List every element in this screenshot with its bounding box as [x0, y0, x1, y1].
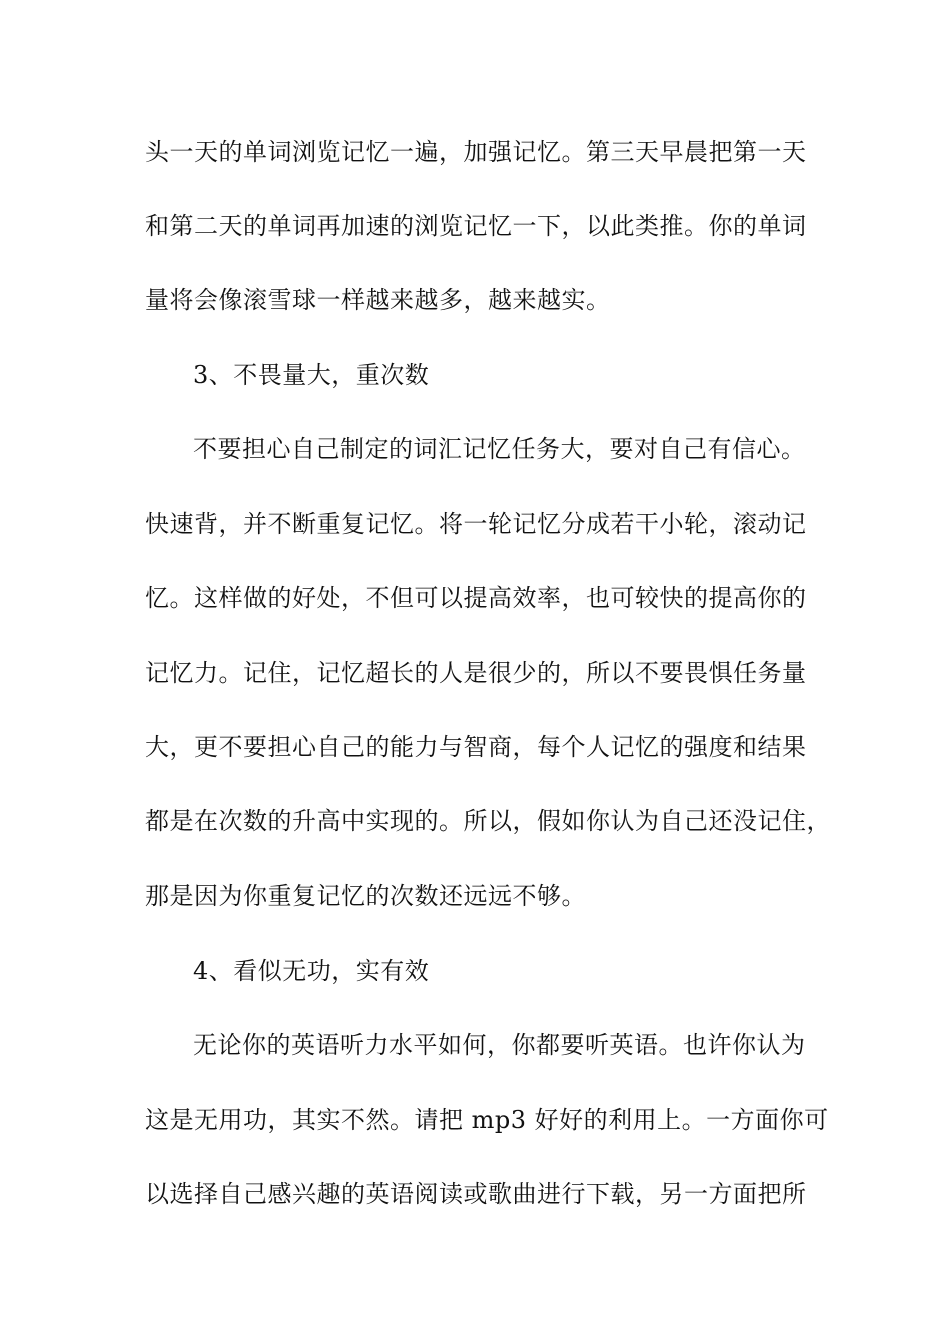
text-line: 和第二天的单词再加速的浏览记忆一下，以此类推。你的单词 [145, 212, 807, 240]
paragraph-first-line: 不要担心自己制定的词汇记忆任务大，要对自己有信心。 [193, 435, 806, 463]
text-line: 记忆力。记住，记忆超长的人是很少的，所以不要畏惧任务量 [145, 659, 807, 687]
text-line: 快速背，并不断重复记忆。将一轮记忆分成若干小轮，滚动记 [145, 510, 807, 538]
section-heading: 3、不畏量大，重次数 [193, 361, 430, 389]
text-line: 都是在次数的升高中实现的。所以，假如你认为自己还没记住， [145, 807, 831, 835]
text-line: 量将会像滚雪球一样越来越多，越来越实。 [145, 286, 611, 314]
text-line: 那是因为你重复记忆的次数还远远不够。 [145, 882, 586, 910]
paragraph-first-line: 无论你的英语听力水平如何，你都要听英语。也许你认为 [193, 1031, 806, 1059]
text-line: 这是无用功，其实不然。请把 mp3 好好的利用上。一方面你可 [145, 1106, 829, 1134]
text-line: 以选择自己感兴趣的英语阅读或歌曲进行下载，另一方面把所 [145, 1180, 807, 1208]
text-line: 大，更不要担心自己的能力与智商，每个人记忆的强度和结果 [145, 733, 807, 761]
text-line: 头一天的单词浏览记忆一遍，加强记忆。第三天早晨把第一天 [145, 138, 807, 166]
section-heading: 4、看似无功，实有效 [193, 957, 430, 985]
text-line: 忆。这样做的好处，不但可以提高效率，也可较快的提高你的 [145, 584, 807, 612]
